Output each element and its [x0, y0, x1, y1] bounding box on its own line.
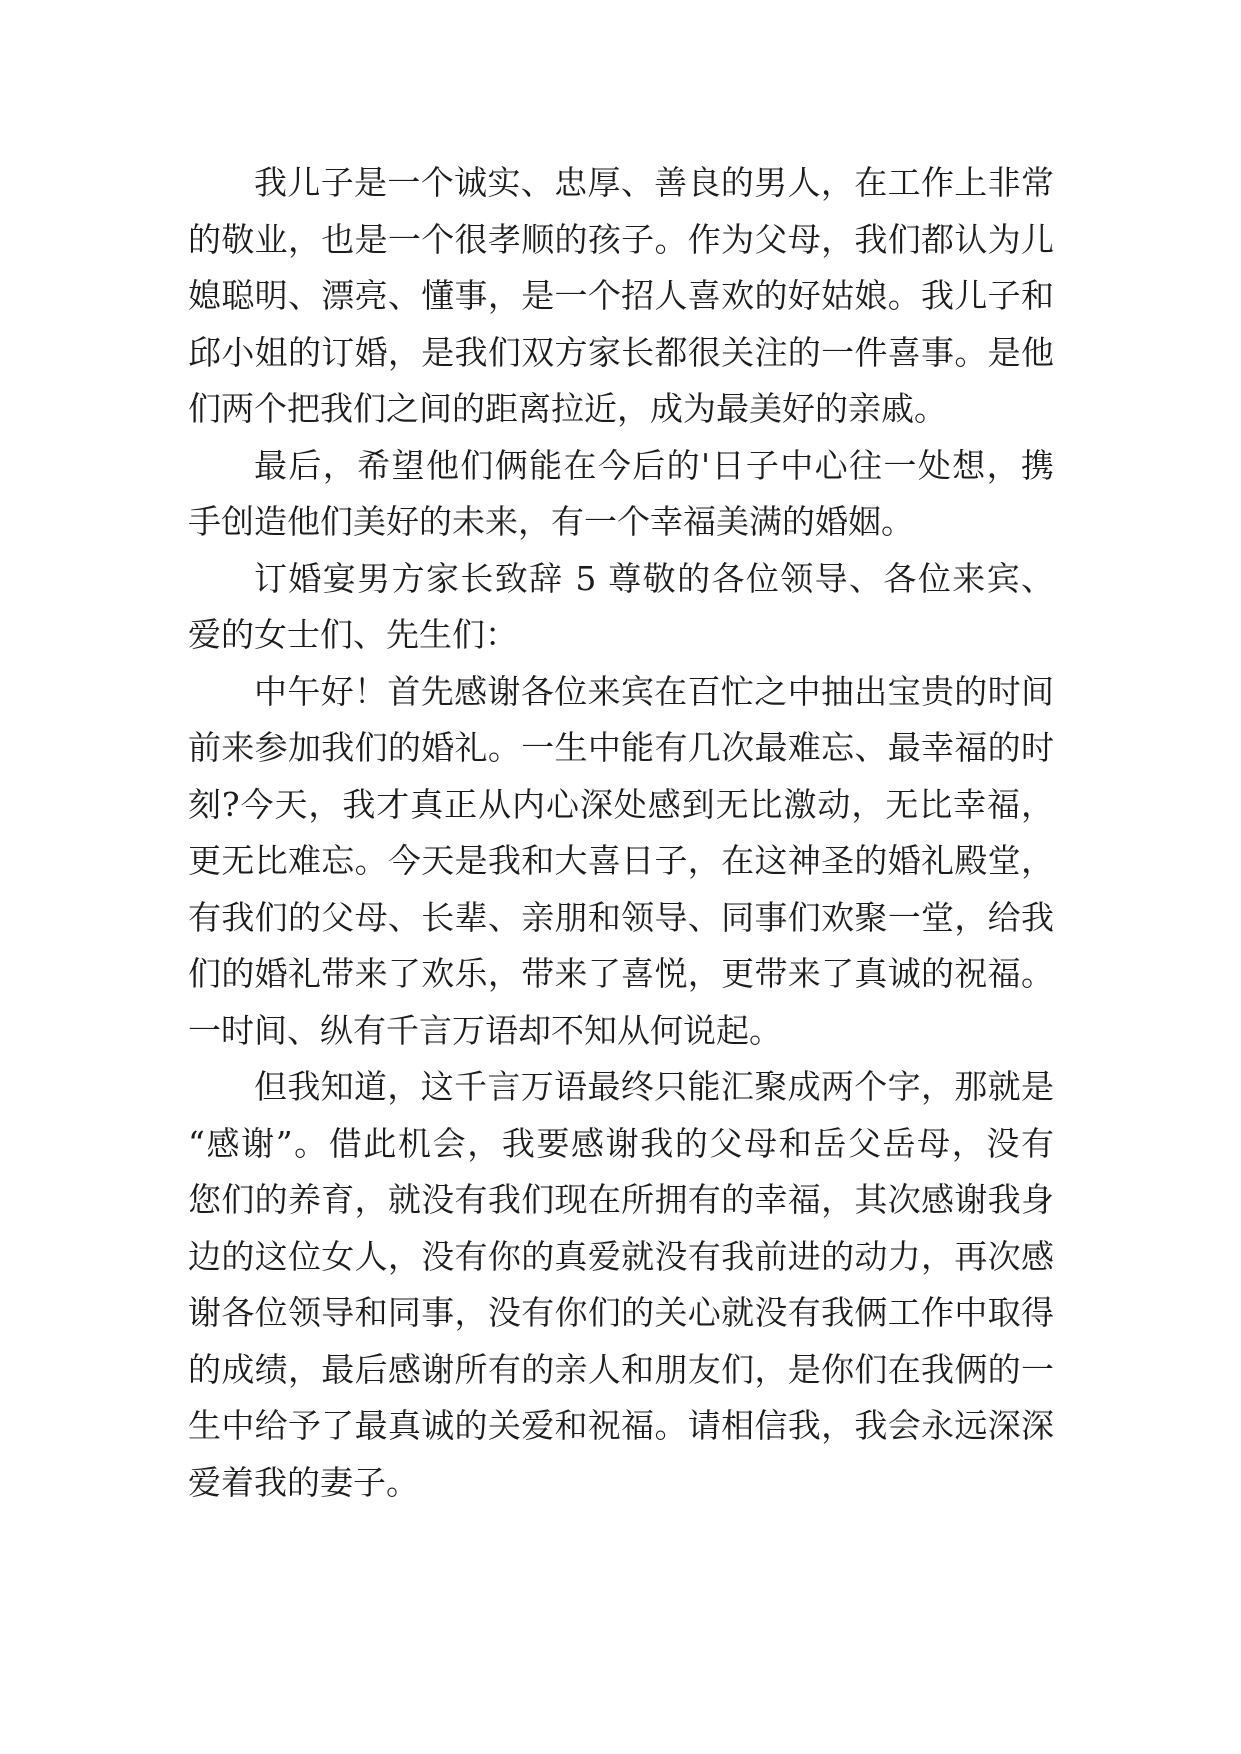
text-line: 们两个把我们之间的距离拉近，成为最美好的亲戚。 [188, 389, 947, 428]
paragraph-speech-heading [188, 551, 1054, 664]
text-line: 的敬业，也是一个很孝顺的孩子。作为父母，我们都认为儿 [188, 219, 1054, 259]
text-line: 生中给予了最真诚的关爱和祝福。请相信我，我会永远深深 [188, 1406, 1054, 1445]
text-line: 们的婚礼带来了欢乐，带来了喜悦，更带来了真诚的祝福。 [188, 954, 1054, 993]
text-line: 中午好！首先感谢各位来宾在百忙之中抽出宝贵的时间 [254, 671, 1054, 711]
text-line: 手创造他们美好的未来，有一个幸福美满的婚姻。 [188, 502, 914, 541]
text-line: 最后，希望他们俩能在今后的'日子中心往一处想，携 [254, 445, 1054, 485]
text-line: 我儿子是一个诚实、忠厚、善良的男人，在工作上非常 [254, 163, 1054, 202]
text-line: 前来参加我们的婚礼。一生中能有几次最难忘、最幸福的时 [188, 728, 1054, 767]
text-line: “感谢”。借此机会，我要感谢我的父母和岳父岳母，没有 [188, 1123, 1054, 1163]
paragraph-closing-wish [188, 438, 1054, 551]
text-line: 刻?今天，我才真正从内心深处感到无比激动，无比幸福， [188, 784, 1054, 824]
text-line: 邱小姐的订婚，是我们双方家长都很关注的一件喜事。是他 [188, 332, 1054, 372]
paragraph-greeting [188, 664, 1054, 1060]
document-body [188, 155, 1054, 1511]
text-line: 您们的养育，就没有我们现在所拥有的幸福，其次感谢我身 [188, 1180, 1054, 1219]
paragraph-son-praise [188, 155, 1054, 438]
text-line: 谢各位领导和同事，没有你们的关心就没有我俩工作中取得 [188, 1293, 1054, 1332]
text-line: 边的这位女人，没有你的真爱就没有我前进的动力，再次感 [188, 1236, 1054, 1276]
text-line: 一时间、纵有千言万语却不知从何说起。 [188, 1010, 782, 1050]
text-line: 爱着我的妻子。 [188, 1462, 419, 1502]
text-line: 的成绩，最后感谢所有的亲人和朋友们，是你们在我俩的一 [188, 1349, 1054, 1389]
text-line: 爱的女士们、先生们： [188, 615, 518, 654]
text-line: 有我们的父母、长辈、亲朋和领导、同事们欢聚一堂，给我 [188, 897, 1054, 937]
text-line: 订婚宴男方家长致辞 5 尊敬的各位领导、各位来宾、 [254, 558, 1054, 598]
text-line: 但我知道，这千言万语最终只能汇聚成两个字，那就是 [254, 1067, 1054, 1106]
text-line: 媳聪明、漂亮、懂事，是一个招人喜欢的好姑娘。我儿子和 [188, 276, 1054, 315]
paragraph-thanks [188, 1059, 1054, 1511]
text-line: 更无比难忘。今天是我和大喜日子，在这神圣的婚礼殿堂， [188, 841, 1054, 880]
